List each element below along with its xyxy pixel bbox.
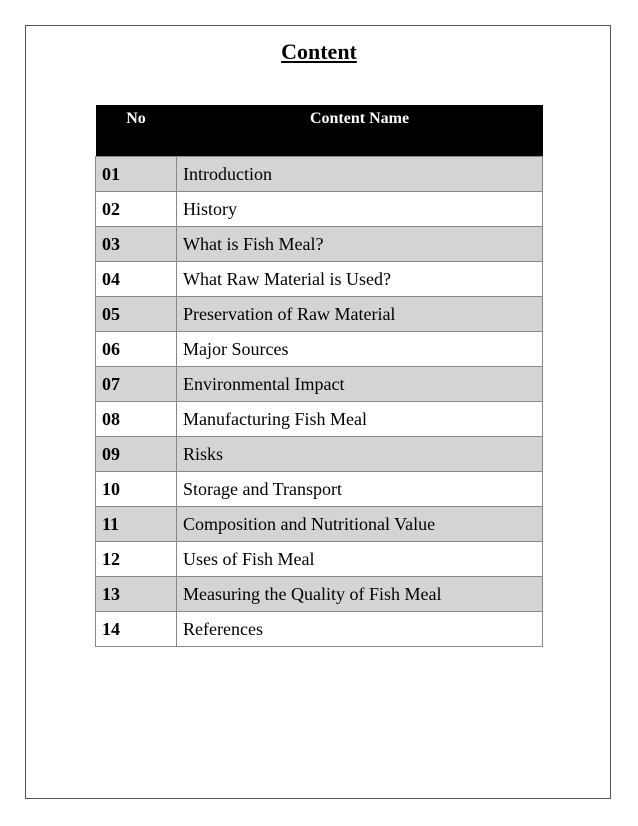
row-content-name: Introduction: [177, 157, 543, 192]
row-number: 10: [96, 472, 177, 507]
row-number: 13: [96, 577, 177, 612]
table-row: [96, 437, 543, 472]
row-content-name: Preservation of Raw Material: [177, 297, 543, 332]
row-content-name: Risks: [177, 437, 543, 472]
row-number: 09: [96, 437, 177, 472]
row-content-name: What Raw Material is Used?: [177, 262, 543, 297]
table-row: [96, 542, 543, 577]
row-number: 12: [96, 542, 177, 577]
page-title: Content: [281, 39, 357, 64]
row-content-name: Measuring the Quality of Fish Meal: [177, 577, 543, 612]
row-content-name: Manufacturing Fish Meal: [177, 402, 543, 437]
table-row: [96, 472, 543, 507]
row-number: 01: [96, 157, 177, 192]
row-number: 14: [96, 612, 177, 647]
row-number: 07: [96, 367, 177, 402]
column-header-no: No: [96, 105, 177, 157]
row-content-name: What is Fish Meal?: [177, 227, 543, 262]
table-header-row: [96, 105, 543, 157]
row-content-name: Environmental Impact: [177, 367, 543, 402]
table-row: [96, 507, 543, 542]
table-row: [96, 227, 543, 262]
row-number: 04: [96, 262, 177, 297]
row-number: 03: [96, 227, 177, 262]
table-row: [96, 157, 543, 192]
column-header-content-name: Content Name: [177, 105, 543, 157]
row-content-name: Major Sources: [177, 332, 543, 367]
contents-table: [95, 105, 543, 647]
row-number: 06: [96, 332, 177, 367]
row-content-name: Composition and Nutritional Value: [177, 507, 543, 542]
row-number: 08: [96, 402, 177, 437]
table-row: [96, 297, 543, 332]
table-row: [96, 612, 543, 647]
table-row: [96, 402, 543, 437]
table-row: [96, 332, 543, 367]
row-content-name: Storage and Transport: [177, 472, 543, 507]
table-row: [96, 262, 543, 297]
row-number: 02: [96, 192, 177, 227]
row-content-name: Uses of Fish Meal: [177, 542, 543, 577]
row-number: 11: [96, 507, 177, 542]
table-row: [96, 192, 543, 227]
table-row: [96, 367, 543, 402]
row-content-name: History: [177, 192, 543, 227]
row-number: 05: [96, 297, 177, 332]
row-content-name: References: [177, 612, 543, 647]
table-row: [96, 577, 543, 612]
